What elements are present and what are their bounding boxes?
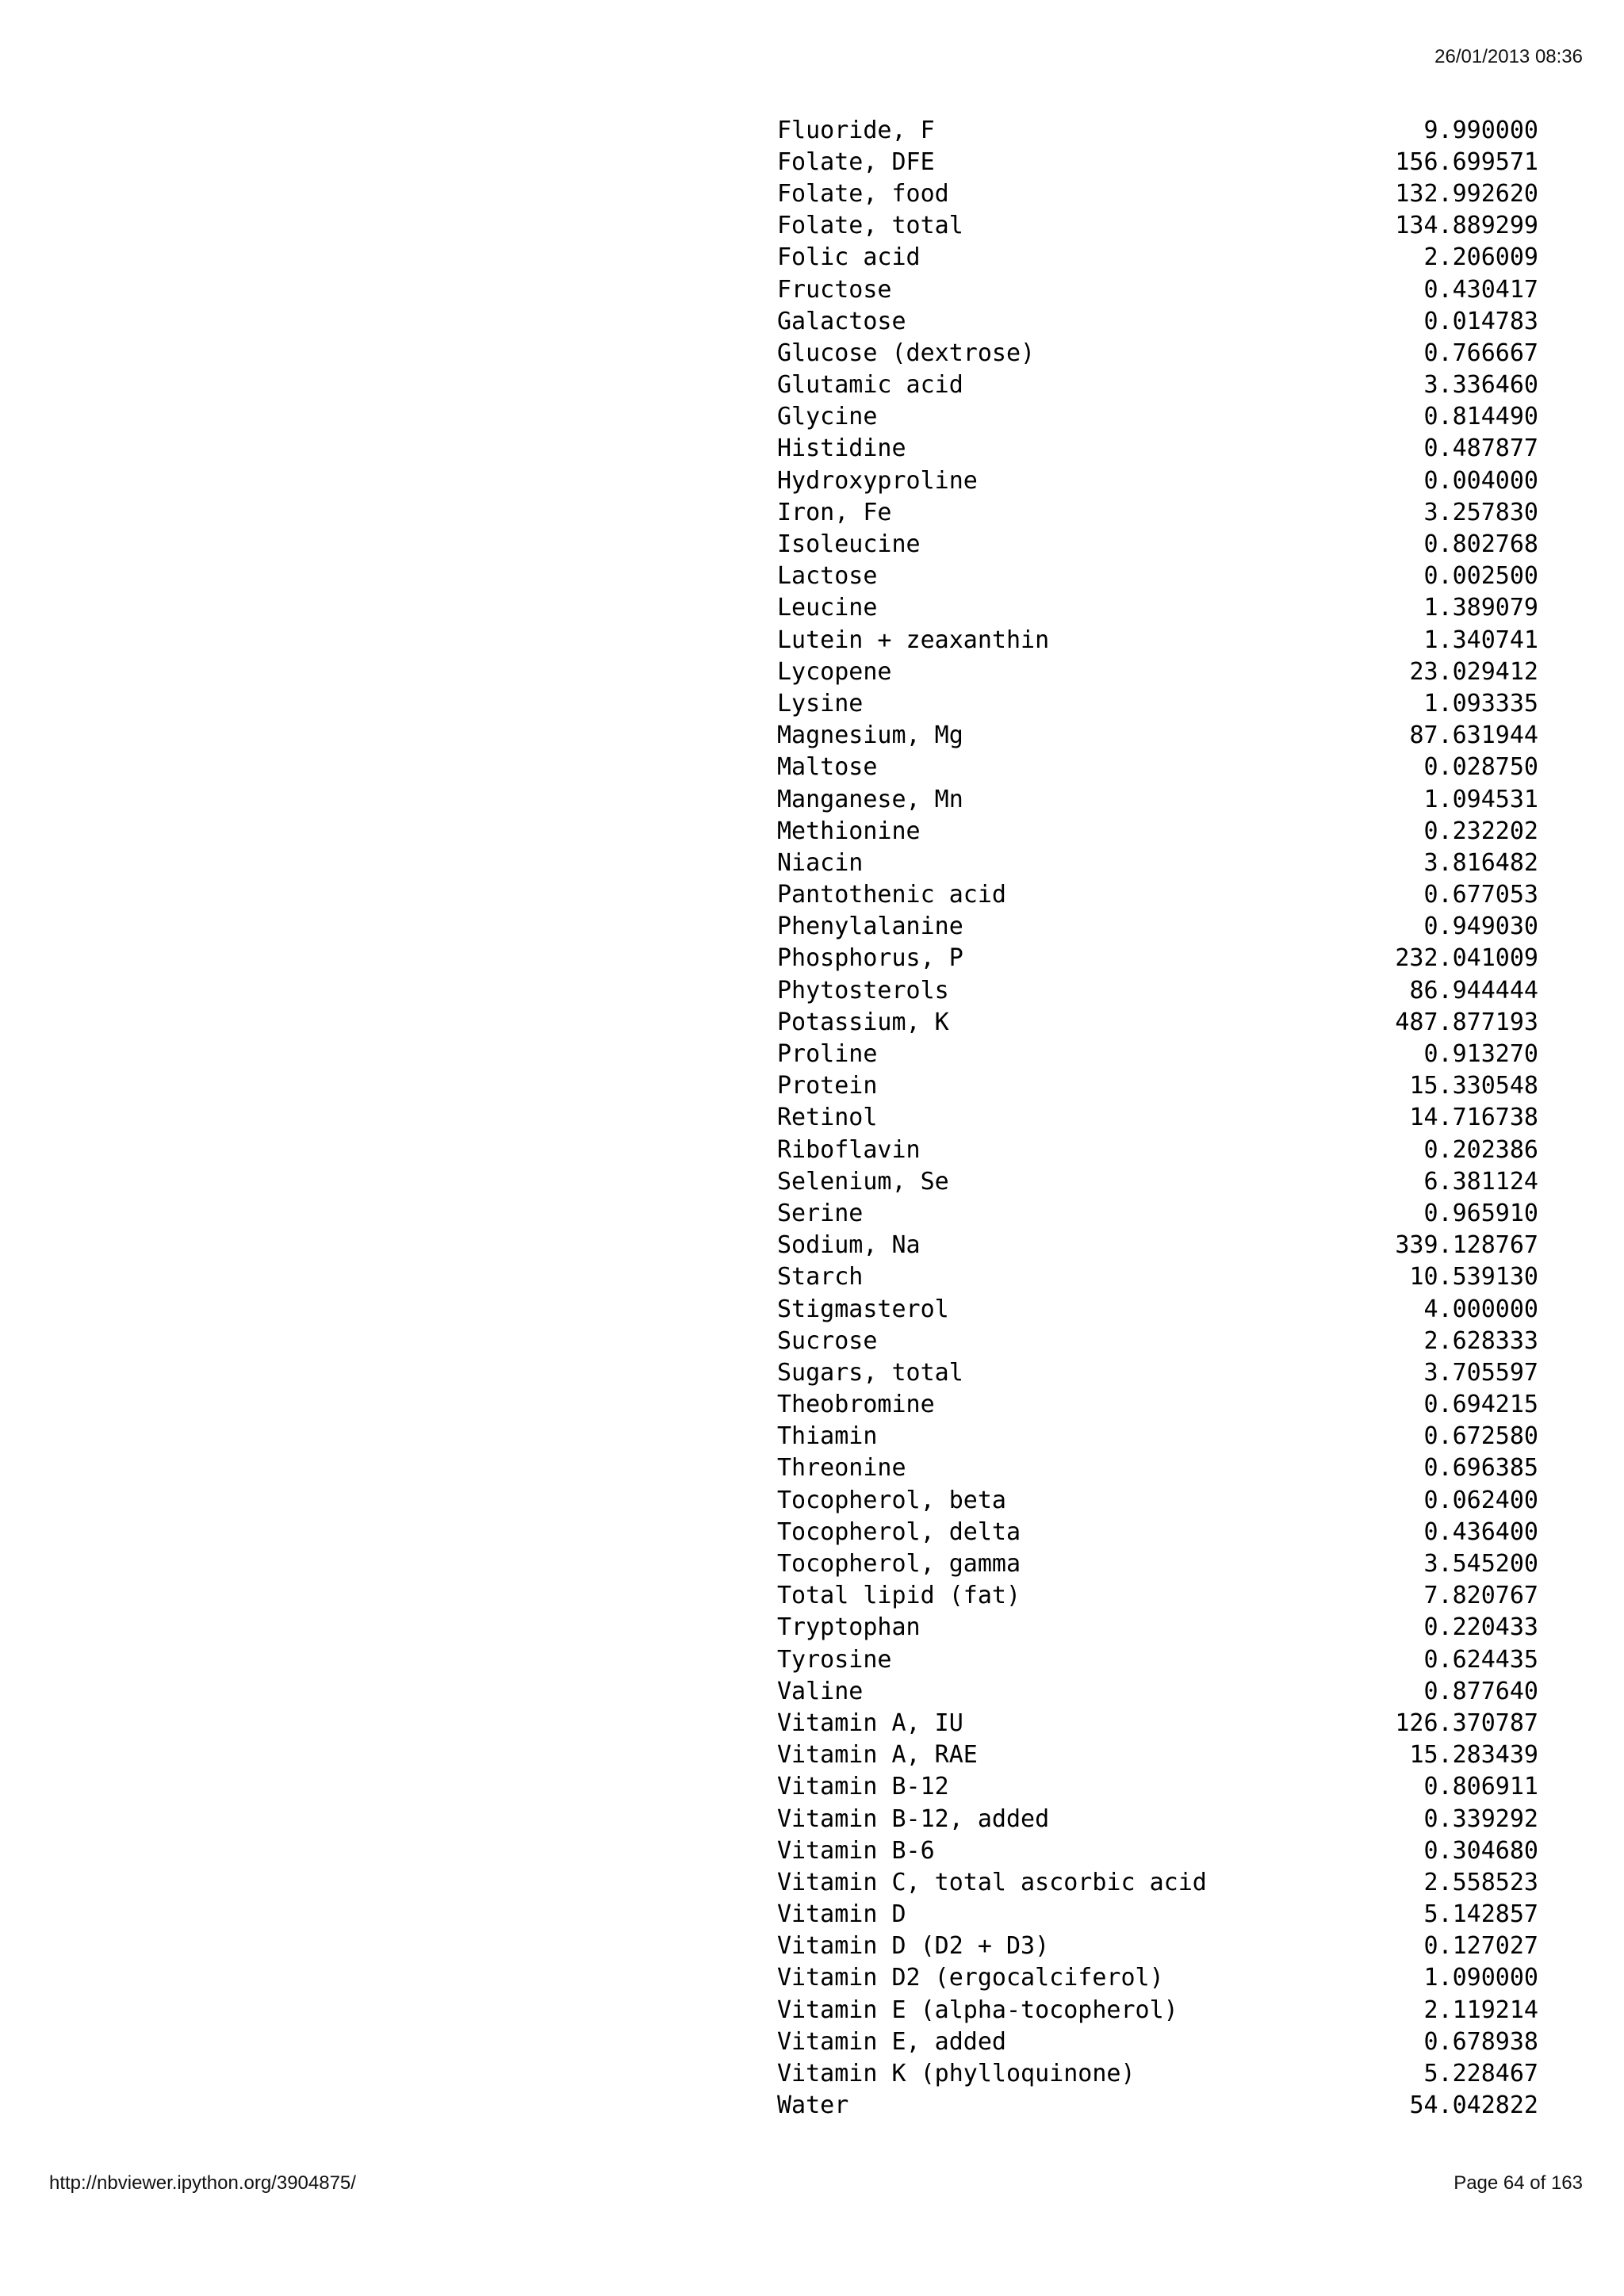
nutrient-name: Isoleucine bbox=[777, 530, 921, 559]
nutrient-value: 0.002500 bbox=[1423, 562, 1538, 591]
nutrient-value: 1.093335 bbox=[1423, 689, 1538, 718]
table-row bbox=[777, 242, 1538, 274]
nutrient-value: 134.889299 bbox=[1395, 212, 1538, 240]
nutrient-value: 15.283439 bbox=[1409, 1741, 1538, 1770]
nutrient-value: 0.877640 bbox=[1423, 1677, 1538, 1705]
nutrient-value: 0.436400 bbox=[1423, 1517, 1538, 1546]
nutrient-name: Tryptophan bbox=[777, 1613, 921, 1642]
nutrient-value: 0.802768 bbox=[1423, 530, 1538, 559]
table-row bbox=[777, 2026, 1538, 2057]
table-row bbox=[777, 1516, 1538, 1548]
nutrient-value: 0.913270 bbox=[1423, 1040, 1538, 1069]
table-row bbox=[777, 847, 1538, 878]
nutrient-value: 0.949030 bbox=[1423, 913, 1538, 941]
nutrient-value: 0.672580 bbox=[1423, 1422, 1538, 1451]
nutrient-value: 3.816482 bbox=[1423, 848, 1538, 877]
nutrient-name: Threonine bbox=[777, 1454, 906, 1483]
table-row bbox=[777, 1644, 1538, 1675]
nutrient-value: 15.330548 bbox=[1409, 1072, 1538, 1100]
table-row bbox=[777, 1962, 1538, 1994]
table-row bbox=[777, 1230, 1538, 1261]
table-row bbox=[777, 1803, 1538, 1835]
nutrient-value: 0.220433 bbox=[1423, 1613, 1538, 1642]
nutrient-value: 0.062400 bbox=[1423, 1486, 1538, 1514]
nutrient-value: 23.029412 bbox=[1409, 657, 1538, 686]
nutrient-value: 3.336460 bbox=[1423, 371, 1538, 400]
table-row bbox=[777, 1261, 1538, 1293]
nutrient-name: Folate, total bbox=[777, 212, 963, 240]
nutrient-name: Tocopherol, delta bbox=[777, 1517, 1021, 1546]
nutrient-name: Pantothenic acid bbox=[777, 881, 1006, 909]
nutrient-name: Fluoride, F bbox=[777, 116, 935, 144]
nutrient-name: Vitamin D2 (ergocalciferol) bbox=[777, 1964, 1164, 1992]
table-row bbox=[777, 1357, 1538, 1388]
table-row bbox=[777, 879, 1538, 911]
nutrient-value: 0.430417 bbox=[1423, 275, 1538, 304]
table-row bbox=[777, 401, 1538, 433]
nutrient-value: 5.142857 bbox=[1423, 1900, 1538, 1929]
table-row bbox=[777, 178, 1538, 209]
nutrient-value: 2.628333 bbox=[1423, 1326, 1538, 1355]
nutrient-value: 3.705597 bbox=[1423, 1358, 1538, 1387]
nutrient-value: 10.539130 bbox=[1409, 1263, 1538, 1292]
table-row bbox=[777, 815, 1538, 847]
nutrient-name: Galactose bbox=[777, 307, 906, 335]
nutrient-name: Thiamin bbox=[777, 1422, 878, 1451]
nutrient-value: 0.677053 bbox=[1423, 881, 1538, 909]
nutrient-name: Hydroxyproline bbox=[777, 466, 978, 495]
table-row bbox=[777, 1070, 1538, 1102]
nutrient-value: 0.624435 bbox=[1423, 1645, 1538, 1674]
nutrient-value: 0.965910 bbox=[1423, 1199, 1538, 1227]
table-row bbox=[777, 1899, 1538, 1931]
table-row bbox=[777, 210, 1538, 242]
nutrient-name: Vitamin A, RAE bbox=[777, 1741, 978, 1770]
table-row bbox=[777, 1931, 1538, 1962]
table-row bbox=[777, 2057, 1538, 2089]
nutrient-name: Vitamin B-12 bbox=[777, 1773, 949, 1801]
table-row bbox=[777, 1102, 1538, 1134]
nutrient-name: Glycine bbox=[777, 403, 878, 431]
table-row bbox=[777, 561, 1538, 592]
nutrient-value: 54.042822 bbox=[1409, 2091, 1538, 2120]
table-row bbox=[777, 1580, 1538, 1612]
table-row bbox=[777, 1197, 1538, 1229]
nutrient-name: Glutamic acid bbox=[777, 371, 963, 400]
table-row bbox=[777, 1325, 1538, 1357]
nutrient-name: Serine bbox=[777, 1199, 864, 1227]
nutrient-name: Phosphorus, P bbox=[777, 944, 963, 973]
nutrient-value: 0.487877 bbox=[1423, 434, 1538, 463]
nutrient-value: 3.545200 bbox=[1423, 1550, 1538, 1578]
table-row bbox=[777, 1707, 1538, 1739]
page-url: http://nbviewer.ipython.org/3904875/ bbox=[49, 2172, 356, 2194]
nutrient-name: Vitamin A, IU bbox=[777, 1709, 963, 1737]
nutrient-name: Potassium, K bbox=[777, 1008, 949, 1036]
nutrient-name: Glucose (dextrose) bbox=[777, 339, 1036, 367]
nutrient-name: Sodium, Na bbox=[777, 1231, 921, 1260]
print-timestamp: 26/01/2013 08:36 bbox=[1434, 46, 1583, 67]
nutrient-value: 0.004000 bbox=[1423, 466, 1538, 495]
nutrient-value: 3.257830 bbox=[1423, 498, 1538, 526]
nutrient-name: Fructose bbox=[777, 275, 892, 304]
nutrient-value: 86.944444 bbox=[1409, 976, 1538, 1004]
nutrient-name: Vitamin K (phylloquinone) bbox=[777, 2060, 1136, 2088]
table-row bbox=[777, 274, 1538, 305]
nutrient-name: Vitamin C, total ascorbic acid bbox=[777, 1868, 1207, 1896]
nutrient-name: Vitamin D bbox=[777, 1900, 906, 1929]
table-row bbox=[777, 752, 1538, 783]
nutrient-name: Vitamin E (alpha-tocopherol) bbox=[777, 1996, 1178, 2024]
nutrient-name: Folate, DFE bbox=[777, 147, 935, 176]
table-row bbox=[777, 687, 1538, 719]
table-row bbox=[777, 624, 1538, 656]
nutrient-name: Vitamin E, added bbox=[777, 2027, 1006, 2056]
page-number: Page 64 of 163 bbox=[1454, 2172, 1583, 2194]
nutrient-value: 6.381124 bbox=[1423, 1167, 1538, 1196]
nutrient-name: Vitamin B-6 bbox=[777, 1836, 935, 1865]
nutrient-value: 0.696385 bbox=[1423, 1454, 1538, 1483]
nutrient-name: Lutein + zeaxanthin bbox=[777, 626, 1050, 654]
nutrient-name: Sucrose bbox=[777, 1326, 878, 1355]
table-row bbox=[777, 528, 1538, 560]
table-row bbox=[777, 146, 1538, 178]
nutrient-value: 7.820767 bbox=[1423, 1582, 1538, 1610]
nutrient-value: 0.028750 bbox=[1423, 753, 1538, 782]
nutrient-name: Stigmasterol bbox=[777, 1295, 949, 1323]
nutrient-name: Proline bbox=[777, 1040, 878, 1069]
table-row bbox=[777, 1165, 1538, 1197]
table-row bbox=[777, 1835, 1538, 1866]
nutrient-name: Tocopherol, gamma bbox=[777, 1550, 1021, 1578]
table-row bbox=[777, 114, 1538, 146]
nutrient-name: Theobromine bbox=[777, 1391, 935, 1419]
nutrient-value: 2.119214 bbox=[1423, 1996, 1538, 2024]
table-row bbox=[777, 943, 1538, 974]
nutrient-name: Lactose bbox=[777, 562, 878, 591]
table-row bbox=[777, 1484, 1538, 1516]
nutrient-name: Manganese, Mn bbox=[777, 785, 963, 813]
nutrient-value: 156.699571 bbox=[1395, 147, 1538, 176]
nutrient-value: 1.094531 bbox=[1423, 785, 1538, 813]
nutrient-name: Sugars, total bbox=[777, 1358, 963, 1387]
table-row bbox=[777, 911, 1538, 943]
nutrient-name: Maltose bbox=[777, 753, 878, 782]
nutrient-name: Vitamin D (D2 + D3) bbox=[777, 1932, 1050, 1961]
table-row bbox=[777, 1612, 1538, 1644]
table-row bbox=[777, 1675, 1538, 1707]
nutrient-value: 0.806911 bbox=[1423, 1773, 1538, 1801]
nutrient-name: Niacin bbox=[777, 848, 864, 877]
table-row bbox=[777, 1134, 1538, 1165]
nutrient-name: Riboflavin bbox=[777, 1135, 921, 1164]
nutrient-value: 132.992620 bbox=[1395, 179, 1538, 208]
nutrient-value: 0.232202 bbox=[1423, 817, 1538, 845]
nutrient-name: Folic acid bbox=[777, 243, 921, 272]
nutrient-name: Selenium, Se bbox=[777, 1167, 949, 1196]
nutrient-value: 4.000000 bbox=[1423, 1295, 1538, 1323]
nutrient-value: 87.631944 bbox=[1409, 721, 1538, 750]
table-row bbox=[777, 1739, 1538, 1771]
table-row bbox=[777, 1293, 1538, 1325]
table-row bbox=[777, 1771, 1538, 1803]
table-row bbox=[777, 1866, 1538, 1898]
nutrient-value: 126.370787 bbox=[1395, 1709, 1538, 1737]
nutrient-name: Magnesium, Mg bbox=[777, 721, 963, 750]
nutrient-name: Histidine bbox=[777, 434, 906, 463]
table-row bbox=[777, 720, 1538, 752]
nutrient-value: 1.090000 bbox=[1423, 1964, 1538, 1992]
table-row bbox=[777, 305, 1538, 337]
table-row bbox=[777, 1994, 1538, 2026]
table-row bbox=[777, 1389, 1538, 1421]
nutrient-value: 2.558523 bbox=[1423, 1868, 1538, 1896]
nutrient-name: Vitamin B-12, added bbox=[777, 1804, 1050, 1833]
nutrient-value: 487.877193 bbox=[1395, 1008, 1538, 1036]
nutrient-name: Phenylalanine bbox=[777, 913, 963, 941]
table-row bbox=[777, 2090, 1538, 2122]
nutrient-value: 0.339292 bbox=[1423, 1804, 1538, 1833]
nutrient-name: Total lipid (fat) bbox=[777, 1582, 1021, 1610]
table-row bbox=[777, 1452, 1538, 1484]
nutrient-name: Iron, Fe bbox=[777, 498, 892, 526]
table-row bbox=[777, 1421, 1538, 1452]
table-row bbox=[777, 1548, 1538, 1579]
nutrient-name: Lycopene bbox=[777, 657, 892, 686]
nutrient-name: Lysine bbox=[777, 689, 864, 718]
table-row bbox=[777, 656, 1538, 687]
nutrient-value: 9.990000 bbox=[1423, 116, 1538, 144]
table-row bbox=[777, 1038, 1538, 1070]
nutrient-name: Phytosterols bbox=[777, 976, 949, 1004]
nutrient-value: 1.389079 bbox=[1423, 594, 1538, 622]
nutrient-name: Folate, food bbox=[777, 179, 949, 208]
nutrient-value: 339.128767 bbox=[1395, 1231, 1538, 1260]
table-row bbox=[777, 369, 1538, 401]
nutrient-name: Valine bbox=[777, 1677, 864, 1705]
nutrient-name: Methionine bbox=[777, 817, 921, 845]
nutrient-name: Water bbox=[777, 2091, 849, 2120]
nutrient-value: 5.228467 bbox=[1423, 2060, 1538, 2088]
nutrient-value: 0.814490 bbox=[1423, 403, 1538, 431]
nutrient-value: 0.678938 bbox=[1423, 2027, 1538, 2056]
nutrient-value: 1.340741 bbox=[1423, 626, 1538, 654]
nutrient-value: 0.202386 bbox=[1423, 1135, 1538, 1164]
table-row bbox=[777, 1006, 1538, 1038]
nutrient-name: Tyrosine bbox=[777, 1645, 892, 1674]
nutrient-value: 0.766667 bbox=[1423, 339, 1538, 367]
table-row bbox=[777, 974, 1538, 1006]
nutrient-name: Retinol bbox=[777, 1104, 878, 1132]
nutrient-value: 0.014783 bbox=[1423, 307, 1538, 335]
table-row bbox=[777, 783, 1538, 815]
nutrient-name: Starch bbox=[777, 1263, 864, 1292]
nutrient-table bbox=[777, 114, 1538, 2122]
nutrient-value: 0.304680 bbox=[1423, 1836, 1538, 1865]
table-row bbox=[777, 592, 1538, 624]
table-row bbox=[777, 465, 1538, 496]
nutrient-value: 0.127027 bbox=[1423, 1932, 1538, 1961]
nutrient-value: 14.716738 bbox=[1409, 1104, 1538, 1132]
nutrient-name: Protein bbox=[777, 1072, 878, 1100]
table-row bbox=[777, 337, 1538, 369]
nutrient-name: Leucine bbox=[777, 594, 878, 622]
nutrient-value: 2.206009 bbox=[1423, 243, 1538, 272]
table-row bbox=[777, 433, 1538, 465]
nutrient-name: Tocopherol, beta bbox=[777, 1486, 1006, 1514]
nutrient-value: 232.041009 bbox=[1395, 944, 1538, 973]
nutrient-value: 0.694215 bbox=[1423, 1391, 1538, 1419]
table-row bbox=[777, 496, 1538, 528]
